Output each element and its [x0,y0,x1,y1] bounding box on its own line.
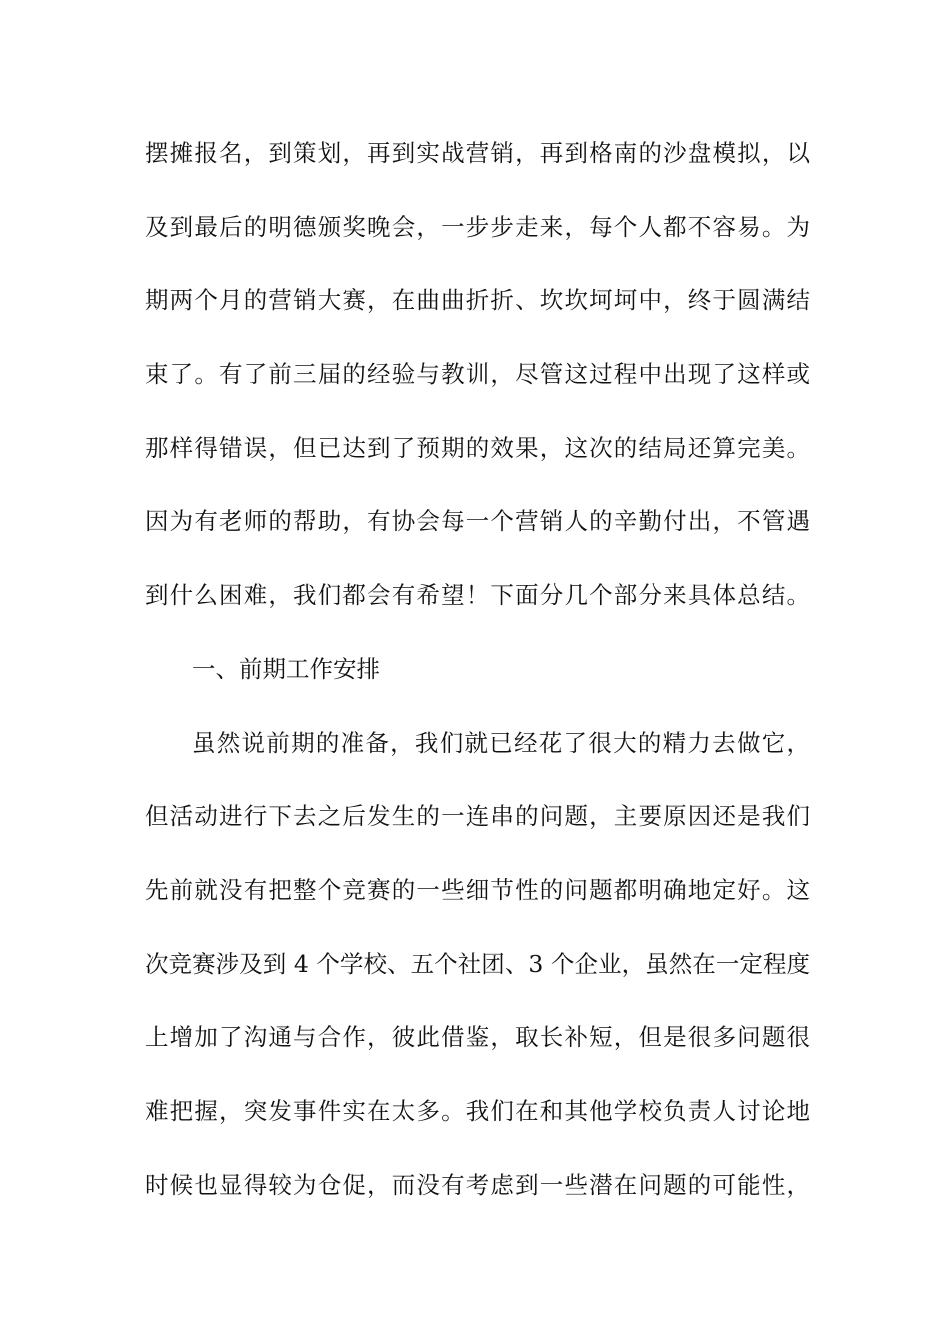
text-line: 次竞赛涉及到 4 个学校、五个社团、3 个企业，虽然在一定程度 [145,949,810,978]
text-line: 束了。有了前三届的经验与教训，尽管这过程中出现了这样或 [145,360,810,389]
text-line: 上增加了沟通与合作，彼此借鉴，取长补短，但是很多问题很 [145,1023,810,1052]
text-line: 先前就没有把整个竞赛的一些细节性的问题都明确地定好。这 [145,875,810,904]
text-line: 但活动进行下去之后发生的一连串的问题，主要原因还是我们 [145,802,810,831]
body-text [145,131,810,1236]
section-heading: 一、前期工作安排 [192,654,380,683]
text-line: 摆摊报名，到策划，再到实战营销，再到格南的沙盘模拟，以 [145,139,810,167]
text-line: 时候也显得较为仓促，而没有考虑到一些潜在问题的可能性， [145,1170,810,1199]
text-line: 虽然说前期的准备，我们就已经花了很大的精力去做它， [192,728,810,757]
text-line: 因为有老师的帮助，有协会每一个营销人的辛勤付出，不管遇 [145,507,810,536]
text-line: 及到最后的明德颁奖晚会，一步步走来，每个人都不容易。为 [145,212,810,241]
text-line: 难把握，突发事件实在太多。我们在和其他学校负责人讨论地 [145,1096,810,1125]
text-line: 到什么困难，我们都会有希望！下面分几个部分来具体总结。 [145,581,810,610]
text-line: 那样得错误，但已达到了预期的效果，这次的结局还算完美。 [145,433,810,462]
text-line: 期两个月的营销大赛，在曲曲折折、坎坎坷坷中，终于圆满结 [145,286,810,315]
